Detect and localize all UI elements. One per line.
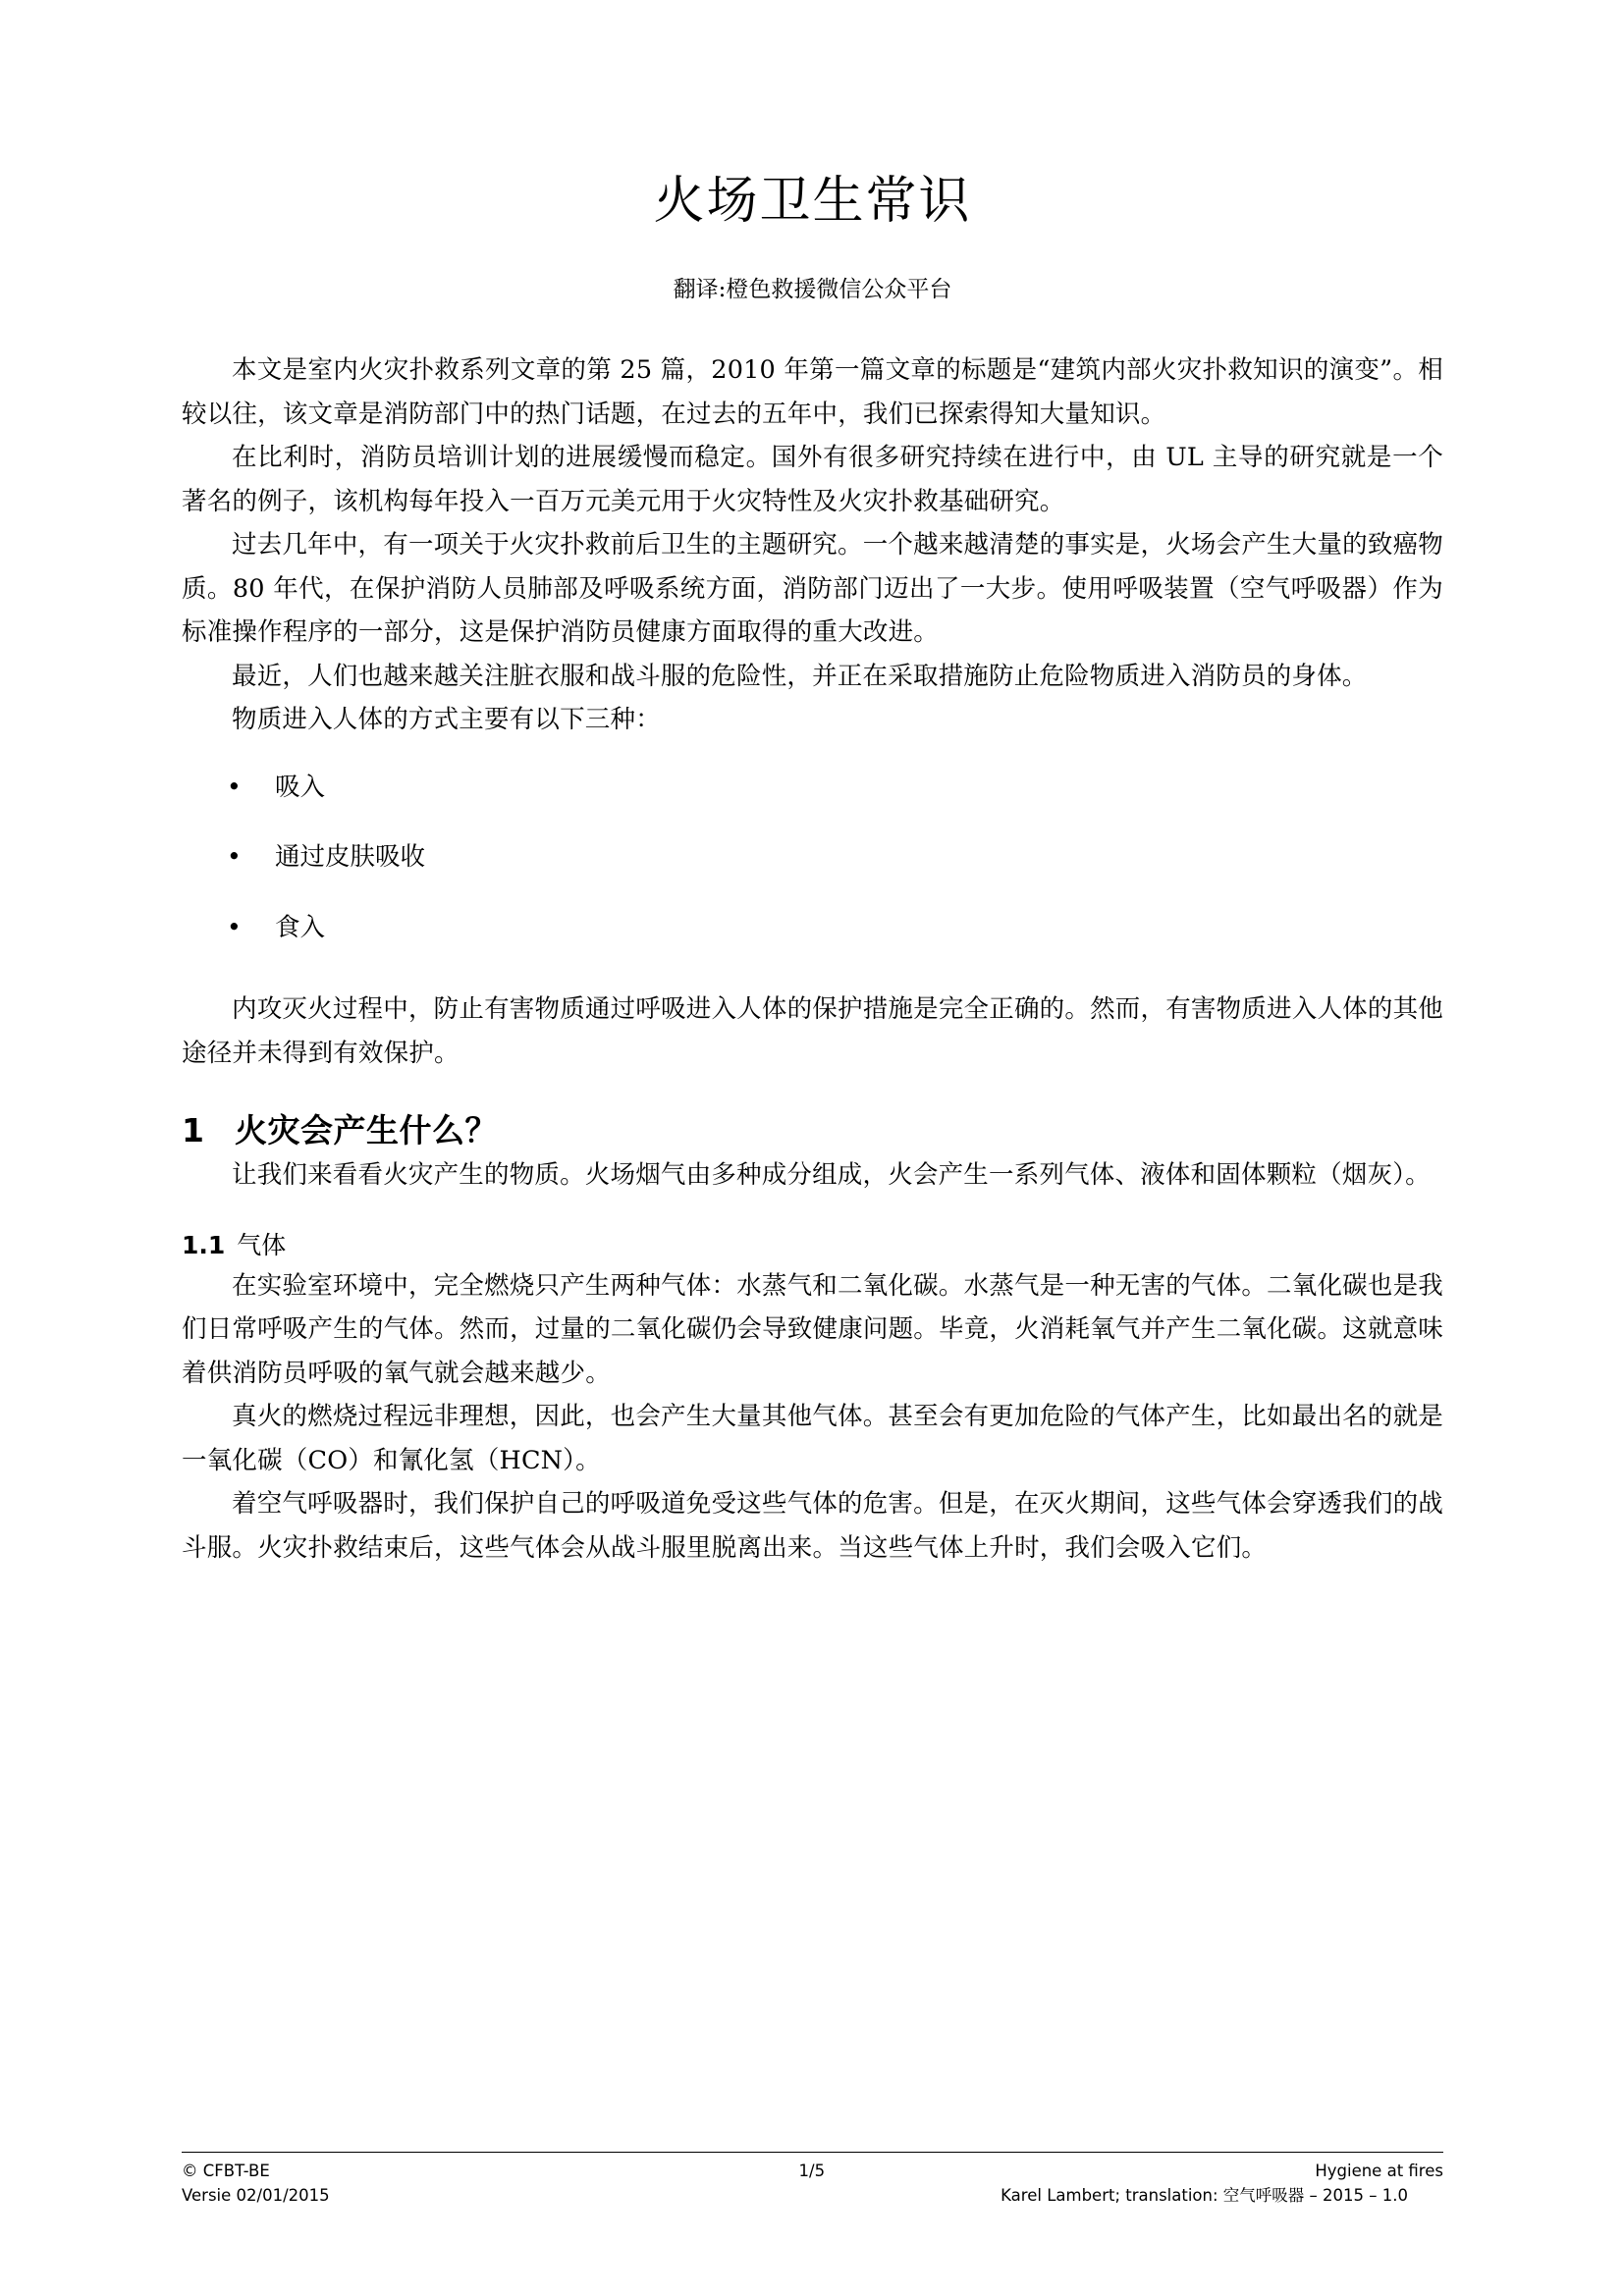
paragraph: 让我们来看看火灾产生的物质。火场烟气由多种成分组成，火会产生一系列气体、液体和固体颗粒（烟灰）。 bbox=[232, 1160, 1431, 1191]
list-item-label: 吸入 bbox=[275, 772, 326, 802]
footer-document-name: Hygiene at fires bbox=[1315, 2162, 1443, 2180]
paragraph: 在实验室环境中，完全燃烧只产生两种气体：水蒸气和二氧化碳。水蒸气是一种无害的气体。二氧化碳也是我们日常呼吸产生的气体。然而，过量的二氧化碳仍会导致健康问题。毕竟，火消耗氧气并产生二氧化碳。这就意味着供消防员呼吸的氧气就会越来越少。 bbox=[182, 1270, 1444, 1388]
section-heading-1-1 bbox=[182, 1198, 1443, 1264]
bullet-icon: • bbox=[227, 772, 242, 801]
section-heading-1 bbox=[182, 1075, 1443, 1153]
paragraph: 本文是室内火灾扑救系列文章的第 25 篇，2010 年第一篇文章的标题是“建筑内部火灾扑救知识的演变”。相较以往，该文章是消防部门中的热门话题，在过去的五年中，我们已探索得知大量知识。 bbox=[182, 355, 1443, 429]
footer-rows bbox=[182, 2153, 1443, 2208]
list-item bbox=[182, 766, 1443, 810]
paragraph: 着空气呼吸器时，我们保护自己的呼吸道免受这些气体的危害。但是，在灭火期间，这些气体会穿透我们的战斗服。火灾扑救结束后，这些气体会从战斗服里脱离出来。当这些气体上升时，我们会吸入它们。 bbox=[182, 1489, 1443, 1563]
paragraph: 内攻灭火过程中，防止有害物质通过呼吸进入人体的保护措施是完全正确的。然而，有害物质进入人体的其他途径并未得到有效保护。 bbox=[182, 994, 1443, 1068]
list-item bbox=[182, 835, 1443, 880]
list-item-label: 食入 bbox=[275, 912, 326, 942]
subsection-number: 1.1 bbox=[182, 1230, 226, 1259]
paragraph: 真火的燃烧过程远非理想，因此，也会产生大量其他气体。甚至会有更加危险的气体产生，比如最出名的就是一氧化碳（CO）和氰化氢（HCN）。 bbox=[182, 1402, 1443, 1475]
section-number: 1 bbox=[182, 1111, 204, 1150]
footer-page-number: 1/5 bbox=[798, 2162, 826, 2180]
list-item bbox=[182, 906, 1443, 950]
section-title: 火灾会产生什么？ bbox=[235, 1111, 498, 1150]
footer-credits: Karel Lambert; translation: 空气呼吸器 – 2015 – 1.0 bbox=[1001, 2186, 1408, 2205]
paragraph: 在比利时，消防员培训计划的进展缓慢而稳定。国外有很多研究持续在进行中，由 UL 主导的研究就是一个著名的例子，该机构每年投入一百万元美元用于火灾特性及火灾扑救基础研究。 bbox=[182, 443, 1443, 516]
footer-copyright: © CFBT-BE bbox=[182, 2162, 270, 2180]
document-subtitle: 翻译:橙色救援微信公众平台 bbox=[673, 277, 952, 303]
page-footer bbox=[182, 2152, 1443, 2208]
footer-row-bottom bbox=[182, 2183, 1443, 2208]
paragraph: 过去几年中，有一项关于火灾扑救前后卫生的主题研究。一个越来越清楚的事实是，火场会产生大量的致癌物质。80 年代，在保护消防人员肺部及呼吸系统方面，消防部门迈出了一大步。使用呼吸装置（空气呼吸器）作为标准操作程序的一部分，这是保护消防员健康方面取得的重大改进。 bbox=[182, 530, 1443, 648]
document-title: 火场卫生常识 bbox=[653, 172, 972, 231]
intro-paragraphs bbox=[182, 305, 1443, 742]
entry-routes-list bbox=[182, 742, 1443, 950]
footer-version: Versie 02/01/2015 bbox=[182, 2186, 330, 2205]
paragraph: 物质进入人体的方式主要有以下三种： bbox=[232, 705, 661, 735]
subsection-title: 气体 bbox=[237, 1230, 287, 1259]
paragraph: 最近，人们也越来越关注脏衣服和战斗服的危险性，并正在采取措施防止危险物质进入消防员的身体。 bbox=[232, 661, 1368, 691]
bullet-icon: • bbox=[227, 842, 242, 872]
page-content bbox=[182, 0, 1443, 1570]
footer-row-top bbox=[182, 2159, 1443, 2183]
list-item-label: 通过皮肤吸收 bbox=[275, 842, 426, 873]
bullet-icon: • bbox=[227, 912, 242, 941]
